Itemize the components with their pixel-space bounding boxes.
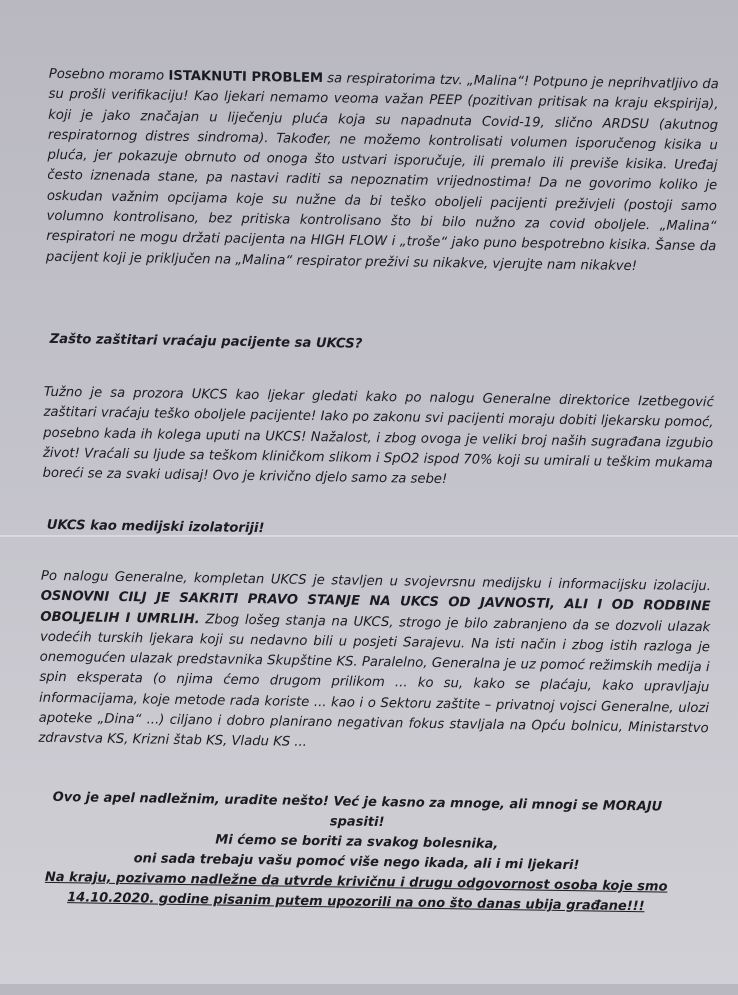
section-media-heading: UKCS kao medijski izolatoriji! bbox=[46, 517, 265, 537]
section-respirators-emphasis: ISTAKNUTI PROBLEM bbox=[168, 68, 324, 87]
section-media-paragraph bbox=[38, 567, 711, 760]
appeal-line-1: Ovo je apel nadležnim, uradite nešto! Već je kasno za mnoge, ali mnogi se MORAJU spasiti! bbox=[52, 789, 663, 831]
section-media-emphasis: OSNOVNI CILJ JE SAKRITI PRAVO STANJE NA UKCS OD JAVNOSTI, ALI I OD RODBINE OBOLJELIH I UMRLIH. bbox=[40, 589, 711, 627]
section-respirators-text: sa respiratorima tzv. „Malina“! Potpuno je neprihvatljivo da su prošli verifikaciju! Kao ljekari nemamo veoma važan PEEP (pozitivan pritisak na kraju ekspirija), koji je jako značajan u liječenju pluća koja su napadnuta Covid-19, slično ARDSU (akutnog respiratornog distres sindroma). Također, ne možemo kontrolisati volumen isporučenog kisika u pluća, jer pokazuje obrnuto od onoga što ustvari isporučuje, ili premalo ili previše kisika. Uređaj često iznenada stane, pa nastavi raditi sa nepoznatim vrijednostima! Da ne govorimo koliko je oskudan važnim opcijama koje su nužne da bi teško oboljeli pacijenti preživjeli (postoji samo volumno kontrolisano, bez pritiska kontrolisano što bi bilo nužno za covid oboljele. „Malina“ respiratori ne mogu držati pacijenta na HIGH FLOW i „troše“ jako puno bespotrebno kisika. Šanse da pacijent koji je priključen na „Malina“ respirator preživi su nikakve, vjerujte nam nikakve! bbox=[45, 71, 719, 274]
appeal-line-5: 14.10.2020. godine pisanim putem upozorili na ono što danas ubija građane!!! bbox=[67, 890, 645, 915]
appeal-block bbox=[26, 788, 688, 918]
paper-fold-line bbox=[0, 535, 738, 537]
section-media-text: Zbog lošeg stanja na UKCS, strogo je bilo zabranjeno da se dozvoli ulazak vodećih turskih ljekara koji su nedavno bili u posjeti Sarajevu. Na isti način i zbog istih razloga je onemogućen ulazak predstavnika Skupštine KS. Paralelno, Generalna je uz pomoć režimskih medija i spin eksperata (o njima ćemo drugom prilikom ... ko su, kako se plaćaju, kako upravljaju informacijama, koje metode rada koriste ... kao i o Sektoru zaštite – privatnoj vojsci Generalne, ulozi apoteke „Dina“ ...) ciljano i dobro planirano negativan fokus stavljala na Opću bolnicu, Ministarstvo zdravstva KS, Krizni štab KS, Vladu KS ... bbox=[38, 611, 711, 751]
section-security-paragraph: Tužno je sa prozora UKCS kao ljekar gledati kako po nalogu Generalne direktorice Izetbegović zaštitari vraćaju teško oboljele pacijente! Iako po zakonu svi pacijenti moraju dobiti ljekarsku pomoć, posebno kada ih kolega uputi na UKCS! Nažalost, i zbog ovoga je veliki broj naših sugrađana izgubio život! Vraćali su ljude sa teškom kliničkom slikom i SpO2 ispod 70% koji su umirali u teškim mukama boreći se za svaki udisaj! Ovo je krivično djelo samo za sebe! bbox=[42, 384, 714, 488]
section-security-heading: Zašto zaštitari vraćaju pacijente sa UKCS? bbox=[49, 331, 363, 352]
appeal-line-3: oni sada trebaju vašu pomoć više nego ikada, ali i mi ljekari! bbox=[133, 851, 580, 874]
appeal-line-2: Mi ćemo se boriti za svakog bolesnika, bbox=[215, 832, 499, 852]
section-media-intro: Po nalogu Generalne, kompletan UKCS je stavljen u svojevrsnu medijsku i informacijsku izolaciju. bbox=[40, 568, 711, 595]
appeal-line-4: Na kraju, pozivamo nadležne da utvrde krivičnu i drugu odgovornost osoba koje smo bbox=[44, 869, 668, 895]
section-respirators-intro: Posebno moramo bbox=[48, 66, 169, 84]
section-respirators-paragraph bbox=[46, 65, 719, 278]
